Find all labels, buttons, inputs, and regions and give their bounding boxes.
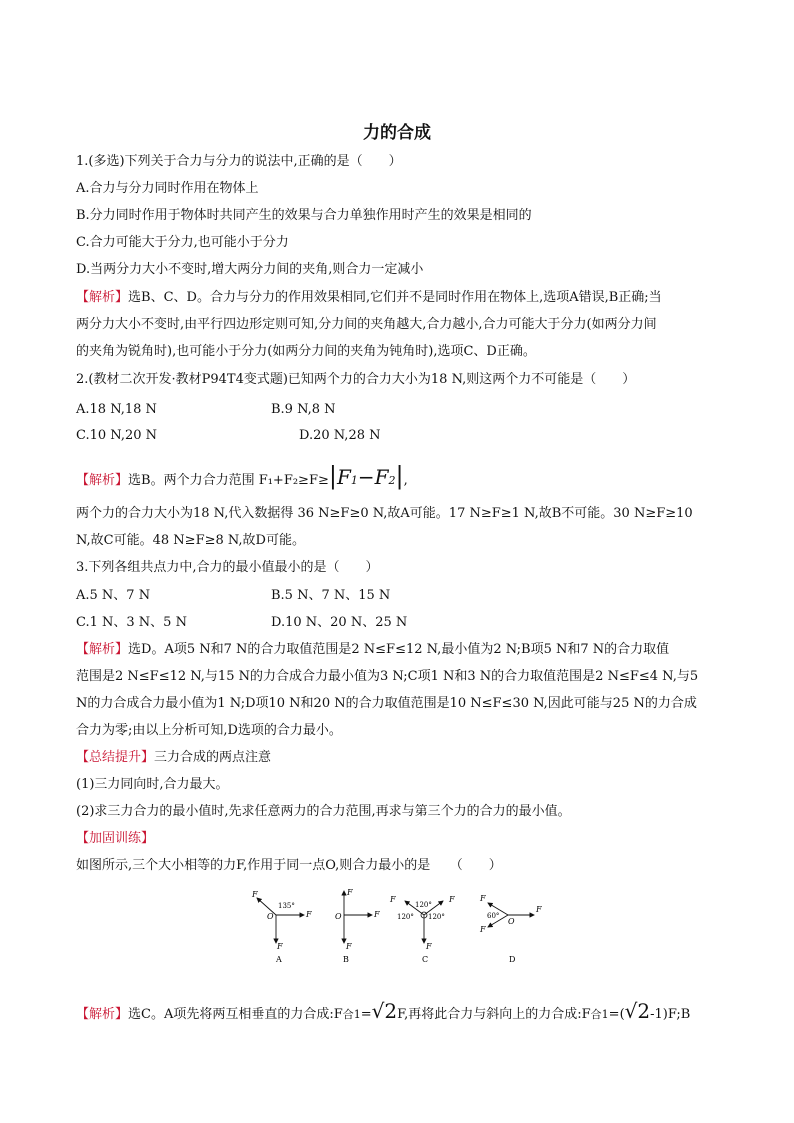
summary-heading: 【总结提升】三力合成的两点注意 [76,750,272,765]
analysis-text: 选D。A项5 N和7 N的合力取值范围是2 N≤F≤12 N,最小值为2 N;B项5 N和7 N的合力取值 [128,642,670,657]
svg-text:120°: 120° [415,901,432,909]
svg-text:F: F [252,890,258,899]
analysis-text: 选B。两个力合力范围 F₁+F₂≥F≥ [128,473,329,488]
svg-text:F: F [480,925,486,934]
q3-stem: 3.下列各组共点力中,合力的最小值最小的是（ ） [76,560,379,575]
svg-text:60°: 60° [487,912,500,920]
svg-text:F: F [449,895,455,904]
svg-text:B: B [343,955,349,964]
q1-stem: 1.(多选)下列关于合力与分力的说法中,正确的是（ ） [76,154,402,169]
svg-text:135°: 135° [278,902,295,910]
analysis-tag: 【解析】 [76,1007,129,1022]
svg-text:C: C [422,955,429,964]
page-title: 力的合成 [363,123,431,143]
q1-option-b: B.分力同时作用于物体时共同产生的效果与合力单独作用时产生的效果是相同的 [76,208,532,223]
diagram-d [479,894,542,964]
summary-point-2: (2)求三力合力的最小值时,先求任意两力的合力范围,再求与第三个力的合力的最小值。 [76,804,571,819]
svg-text:F: F [426,942,432,951]
diagram-b [335,888,380,964]
q2-option-a: A.18 N,18 N [76,402,157,417]
svg-text:F: F [480,894,486,903]
practice-stem: 如图所示,三个大小相等的力F,作用于同一点O,则合力最小的是 （ ） [76,858,502,873]
q1-option-c: C.合力可能大于分力,也可能小于分力 [76,235,289,250]
svg-text:F: F [390,895,396,904]
q3-option-c: C.1 N、3 N、5 N [76,615,187,630]
q1-analysis [76,289,662,306]
diagram-a [251,890,312,964]
q3-option-d: D.10 N、20 N、25 N [271,615,408,630]
q1-option-a: A.合力与分力同时作用在物体上 [76,181,259,196]
svg-text:A: A [276,955,282,964]
q2-analysis-line3: N,故C可能。48 N≥F≥8 N,故D可能。 [76,533,305,548]
q2-option-b: B.9 N,8 N [271,402,336,417]
abs-expression: |F1−F2| [328,462,404,490]
q3-analysis [76,641,669,658]
practice-tag: 【加固训练】 [76,831,155,846]
diagram-c [389,895,455,964]
analysis-tag: 【解析】 [76,290,129,305]
svg-text:F: F [374,910,380,919]
q3-option-a: A.5 N、7 N [76,588,151,603]
summary-point-1: (1)三力同向时,合力最大。 [76,777,229,792]
summary-tag: 【总结提升】 [76,750,155,765]
analysis-tag: 【解析】 [76,642,129,657]
force-diagrams [240,885,550,965]
svg-text:D: D [509,955,516,964]
svg-text:F: F [277,942,283,951]
svg-text:F: F [346,942,352,951]
q3-analysis-line4: 合力为零;由以上分析可知,D选项的合力最小。 [76,723,342,738]
practice-analysis: 【解析】选C。A项先将两互相垂直的力合成:F合1=√2F,再将此合力与斜向上的力合成:F合1=(√2-1)F;B [76,999,691,1023]
q2-option-c: C.10 N,20 N [76,428,158,443]
analysis-tag: 【解析】 [76,473,129,488]
svg-text:F: F [347,888,353,897]
q2-stem: 2.(教材二次开发·教材P94T4变式题)已知两个力的合力大小为18 N,则这两个力不可能是（ ） [76,372,636,387]
svg-text:120°: 120° [397,913,414,921]
svg-text:F: F [306,910,312,919]
svg-text:120°: 120° [428,913,445,921]
svg-text:F: F [536,905,542,914]
q2-analysis-line2: 两个力的合力大小为18 N,代入数据得 36 N≥F≥0 N,故A可能。17 N≥F≥1 N,故B不可能。30 N≥F≥10 [76,506,693,521]
q3-analysis-line3: N的力合成合力最小值为1 N;D项10 N和20 N的合力取值范围是10 N≤F≤30 N,因此可能与25 N的力合成 [76,696,697,711]
q1-analysis-line3: 的夹角为锐角时),也可能小于分力(如两分力间的夹角为钝角时),选项C、D正确。 [76,344,536,359]
q3-analysis-line2: 范围是2 N≤F≤12 N,与15 N的力合成合力最小值为3 N;C项1 N和3 N的合力取值范围是2 N≤F≤4 N,与5 [76,669,699,684]
q3-option-b: B.5 N、7 N、15 N [271,588,391,603]
svg-text:O: O [335,912,342,921]
svg-text:O: O [267,912,274,921]
q1-option-d: D.当两分力大小不变时,增大两分力间的夹角,则合力一定减小 [76,262,424,277]
svg-text:O: O [508,917,515,926]
q2-analysis: 【解析】选B。两个力合力范围 F₁+F₂≥F≥|F1−F2|, [76,462,408,490]
analysis-text: 选B、C、D。合力与分力的作用效果相同,它们并不是同时作用在物体上,选项A错误,B正确;当 [128,290,662,305]
q2-option-d: D.20 N,28 N [299,428,381,443]
q1-analysis-line2: 两分力大小不变时,由平行四边形定则可知,分力间的夹角越大,合力越小,合力可能大于分力(如两分力间 [76,317,657,332]
